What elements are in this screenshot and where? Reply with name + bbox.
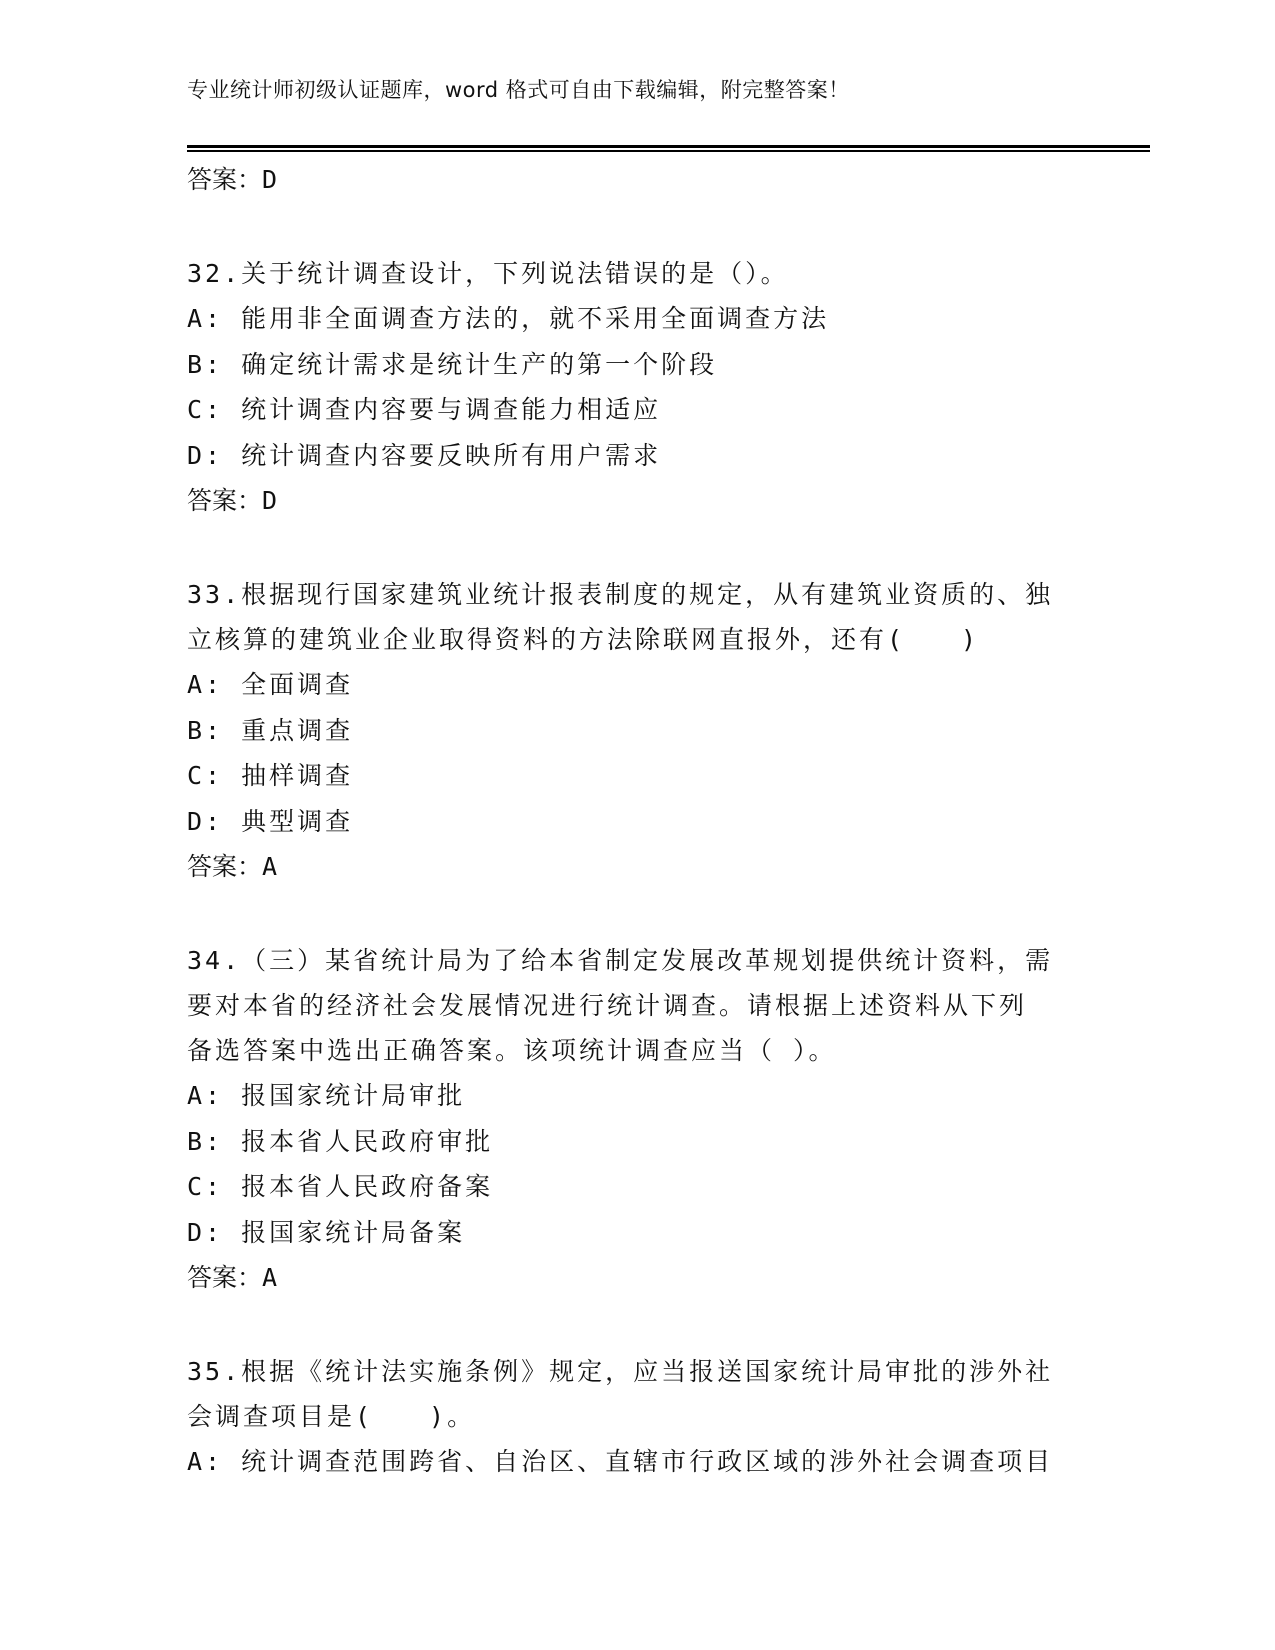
answer-label: 答案：: [187, 165, 263, 194]
question-34: [187, 938, 1087, 1301]
answer-line: [187, 478, 1087, 524]
answer-value: D: [262, 165, 278, 194]
answer-line: [187, 844, 1087, 890]
question-33: [187, 572, 1087, 890]
question-text: 34.（三）某省统计局为了给本省制定发展改革规划提供统计资料，需: [187, 946, 1054, 975]
question-text: 33.根据现行国家建筑业统计报表制度的规定，从有建筑业资质的、独: [187, 580, 1054, 609]
question-text: 备选答案中选出正确答案。该项统计调查应当（ ）。: [187, 1036, 837, 1065]
page-header: 专业统计师初级认证题库，word 格式可自由下载编辑，附完整答案！: [187, 78, 850, 102]
question-text: 32.关于统计调查设计，下列说法错误的是（）。: [187, 259, 789, 288]
question-text: 立核算的建筑业企业取得资料的方法除联网直报外，还有( ): [187, 625, 980, 654]
option-a: A: 全面调查: [187, 670, 354, 699]
option-d: D: 报国家统计局备案: [187, 1217, 466, 1247]
answer-line: [187, 1255, 1087, 1301]
option-d: D: 统计调查内容要反映所有用户需求: [187, 440, 662, 470]
option-a: A: 统计调查范围跨省、自治区、直辖市行政区域的涉外社会调查项目: [187, 1447, 1054, 1476]
question-text: 会调查项目是( )。: [187, 1402, 476, 1431]
answer-value: D: [262, 486, 278, 515]
option-b: B: 重点调查: [187, 715, 354, 745]
answer-value: A: [262, 1263, 278, 1292]
option-c: C: 统计调查内容要与调查能力相适应: [187, 395, 662, 424]
option-d: D: 典型调查: [187, 806, 354, 836]
question-35: [187, 1349, 1087, 1485]
answer-value: A: [262, 852, 278, 881]
answer-line: [187, 157, 1087, 203]
question-32: [187, 251, 1087, 524]
option-a: A: 报国家统计局审批: [187, 1081, 466, 1110]
option-c: C: 抽样调查: [187, 761, 354, 790]
answer-label: 答案：: [187, 852, 263, 881]
question-text: 要对本省的经济社会发展情况进行统计调查。请根据上述资料从下列: [187, 991, 1028, 1020]
question-list: [187, 157, 1087, 1485]
option-c: C: 报本省人民政府备案: [187, 1172, 494, 1201]
header-divider-thin: [187, 150, 1150, 152]
header-divider: [187, 145, 1150, 148]
option-a: A: 能用非全面调查方法的，就不采用全面调查方法: [187, 304, 830, 333]
question-text: 35.根据《统计法实施条例》规定，应当报送国家统计局审批的涉外社: [187, 1357, 1054, 1386]
option-b: B: 确定统计需求是统计生产的第一个阶段: [187, 349, 718, 379]
answer-label: 答案：: [187, 486, 263, 515]
option-b: B: 报本省人民政府审批: [187, 1126, 494, 1156]
answer-label: 答案：: [187, 1263, 263, 1292]
